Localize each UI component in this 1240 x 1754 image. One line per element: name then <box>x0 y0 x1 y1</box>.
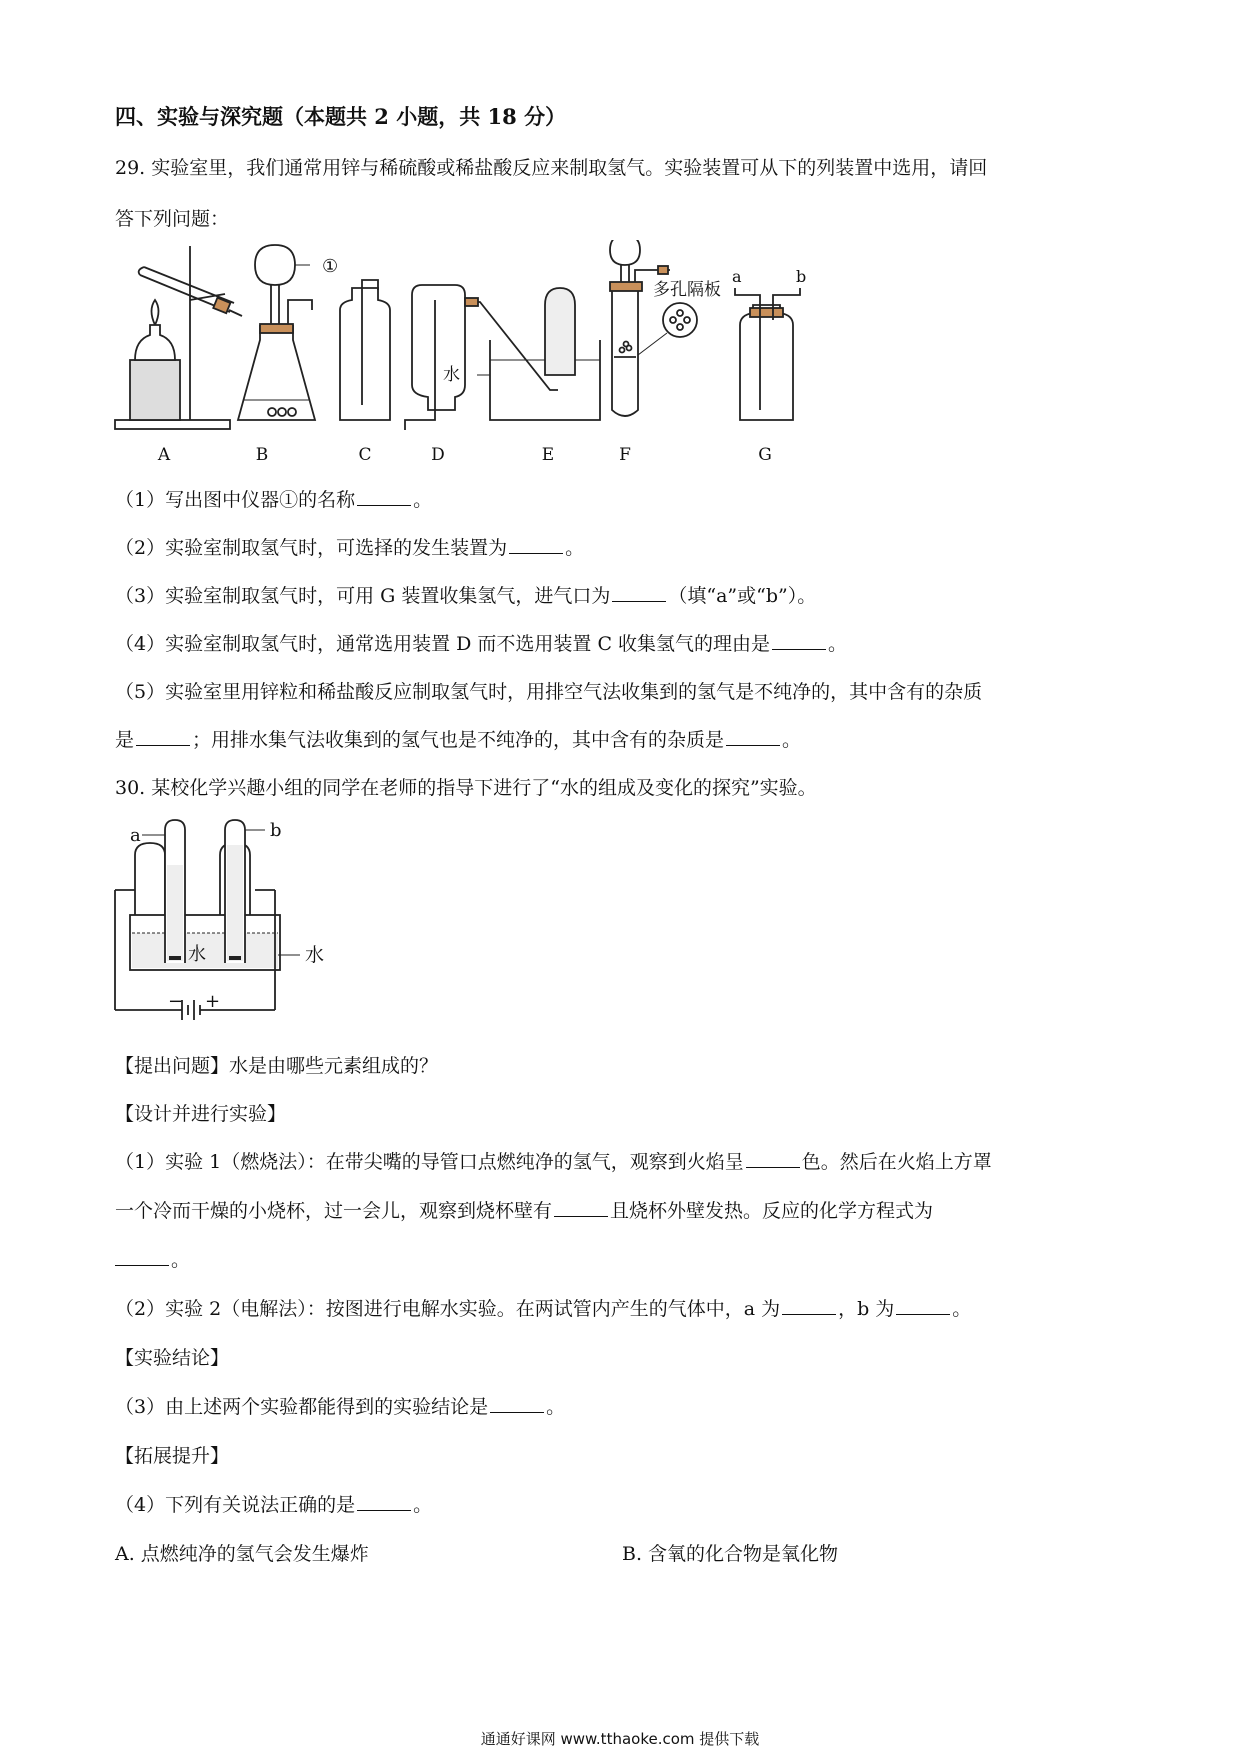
q30-electrolysis-figure <box>110 815 370 1025</box>
apparatus-f <box>610 240 721 465</box>
label-a: A <box>157 445 171 465</box>
answer-blank[interactable] <box>357 1492 411 1511</box>
q29-part5-line1: （5）实验室里用锌粒和稀盐酸反应制取氢气时，用排空气法收集到的氢气是不纯净的，其中含有的杂质 <box>115 681 983 703</box>
apparatus-g <box>732 267 806 465</box>
label-water-e: 水 <box>443 365 460 385</box>
q30-exp1-line1 <box>115 1149 992 1175</box>
answer-blank[interactable] <box>726 727 780 746</box>
q29-stem-line1: 29. 实验室里，我们通常用锌与稀硫酸或稀盐酸反应来制取氢气。实验装置可从下的列装置中选用，请回 <box>115 157 988 179</box>
q30-exp2-text: （2）实验 2（电解法）：按图进行电解水实验。在两试管内产生的气体中，a 为 <box>115 1298 781 1320</box>
answer-blank[interactable] <box>896 1296 950 1315</box>
q30-conclusion-end: 。 <box>546 1396 566 1418</box>
answer-blank[interactable] <box>746 1149 800 1168</box>
q29-part1-text: （1）写出图中仪器①的名称 <box>115 489 356 511</box>
answer-blank[interactable] <box>490 1394 544 1413</box>
answer-blank[interactable] <box>612 583 666 602</box>
q29-part4-text: （4）实验室制取氢气时，通常选用装置 D 而不选用装置 C 收集氢气的理由是 <box>115 633 771 655</box>
q30-conclusion-text: （3）由上述两个实验都能得到的实验结论是 <box>115 1396 489 1418</box>
answer-blank[interactable] <box>115 1247 169 1266</box>
q29-part5-end: 。 <box>782 729 802 751</box>
q29-part5-mid: ；用排水集气法收集到的氢气也是不纯净的，其中含有的杂质是 <box>192 729 725 751</box>
label-tube-b: b <box>270 820 282 841</box>
q30-exp2 <box>115 1296 971 1322</box>
apparatus-b <box>238 245 338 465</box>
q29-part3 <box>115 583 816 609</box>
label-f: F <box>619 445 631 465</box>
answer-blank[interactable] <box>509 535 563 554</box>
apparatus-c <box>340 280 390 465</box>
q29-part2 <box>115 535 584 561</box>
q30-exp1-line3 <box>115 1247 190 1273</box>
label-water-outer: 水 <box>305 944 325 966</box>
q30-exp2-mid: ，b 为 <box>838 1298 895 1320</box>
answer-blank[interactable] <box>772 631 826 650</box>
label-port-a: a <box>732 267 742 286</box>
label-tube-a: a <box>130 825 141 846</box>
q29-part4 <box>115 631 847 657</box>
answer-blank[interactable] <box>554 1198 608 1217</box>
q30-extend-text: （4）下列有关说法正确的是 <box>115 1494 356 1516</box>
answer-blank[interactable] <box>136 727 190 746</box>
q29-part3-end: （填“a”或“b”）。 <box>668 585 817 607</box>
apparatus-a <box>115 246 242 465</box>
option-b[interactable]: B. 含氧的化合物是氧化物 <box>622 1543 839 1565</box>
label-circle-one: ① <box>322 256 339 277</box>
q30-extend-end: 。 <box>413 1494 433 1516</box>
q30-ask: 【提出问题】水是由哪些元素组成的？ <box>115 1055 439 1077</box>
label-water-inner: 水 <box>188 944 206 965</box>
q30-conclusion <box>115 1394 565 1420</box>
q30-exp1-line2 <box>115 1198 933 1224</box>
q30-exp1-text4: 且烧杯外壁发热。反应的化学方程式为 <box>610 1200 934 1222</box>
q29-part1 <box>115 487 432 513</box>
page-footer: 通通好课网 www.tthaoke.com 提供下载 <box>480 1730 760 1748</box>
q30-conclusion-heading: 【实验结论】 <box>115 1347 230 1369</box>
q30-exp2-end: 。 <box>952 1298 972 1320</box>
q29-part4-end: 。 <box>828 633 848 655</box>
q30-design-heading: 【设计并进行实验】 <box>115 1103 287 1125</box>
q30-exp1-text2: 色。然后在火焰上方罩 <box>801 1151 992 1173</box>
q29-stem-line2: 答下列问题： <box>115 208 230 230</box>
section-title: 四、实验与深究题（本题共 2 小题，共 18 分） <box>115 104 567 129</box>
q29-part5-start: 是 <box>115 729 135 751</box>
q29-apparatus-figure <box>110 240 930 465</box>
label-plus: + <box>205 991 221 1012</box>
label-d: D <box>431 445 445 465</box>
answer-blank[interactable] <box>782 1296 836 1315</box>
option-a[interactable]: A. 点燃纯净的氢气会发生爆炸 <box>115 1543 369 1565</box>
label-port-b: b <box>796 267 807 286</box>
q30-exp1-end: 。 <box>171 1249 191 1271</box>
q29-part5-line2 <box>115 727 801 753</box>
label-e: E <box>541 445 555 465</box>
label-g: G <box>758 445 772 465</box>
q29-part3-text: （3）实验室制取氢气时，可用 G 装置收集氢气，进气口为 <box>115 585 611 607</box>
q29-part1-end: 。 <box>413 489 433 511</box>
q30-exp1-text1: （1）实验 1（燃烧法）：在带尖嘴的导管口点燃纯净的氢气，观察到火焰呈 <box>115 1151 744 1173</box>
q30-extend <box>115 1492 432 1518</box>
label-c: C <box>358 445 372 465</box>
apparatus-e <box>443 288 600 465</box>
q30-extend-heading: 【拓展提升】 <box>115 1445 230 1467</box>
label-minus: − <box>168 991 184 1012</box>
q29-part2-text: （2）实验室制取氢气时，可选择的发生装置为 <box>115 537 508 559</box>
q30-stem: 30. 某校化学兴趣小组的同学在老师的指导下进行了“水的组成及变化的探究”实验。 <box>115 777 817 799</box>
answer-blank[interactable] <box>357 487 411 506</box>
q29-part2-end: 。 <box>565 537 585 559</box>
label-porous-plate: 多孔隔板 <box>653 280 721 300</box>
q30-exp1-text3: 一个冷而干燥的小烧杯，过一会儿，观察到烧杯壁有 <box>115 1200 553 1222</box>
label-b: B <box>255 445 269 465</box>
